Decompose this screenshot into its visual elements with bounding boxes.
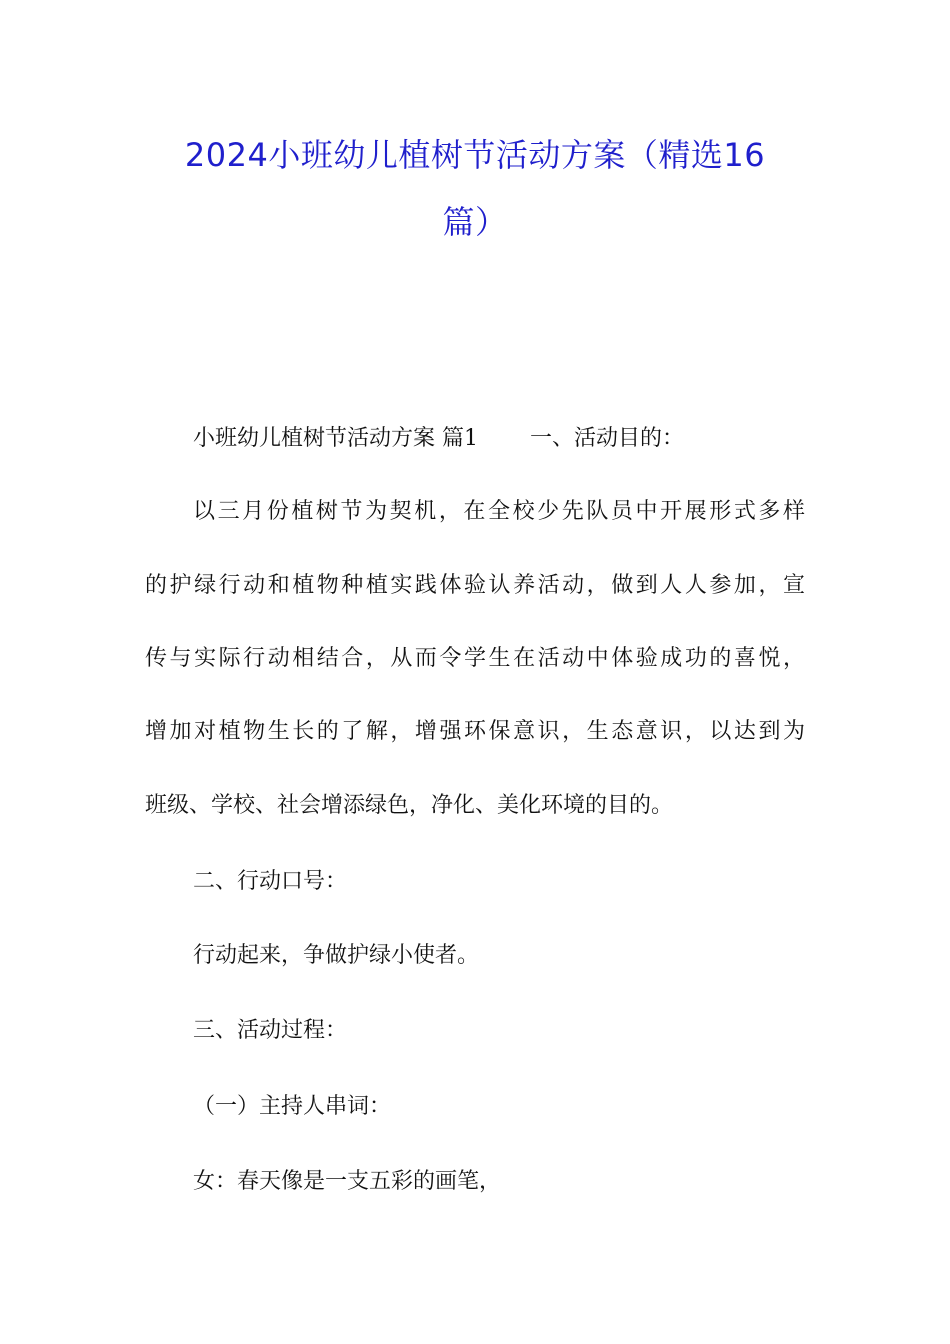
section-heading-line — [193, 428, 853, 450]
section-2-heading: 二、行动口号： — [193, 869, 348, 894]
purpose-line-4: 增加对植物生长的了解，增强环保意识，生态意识，以达到为 — [145, 719, 805, 744]
purpose-line-2: 的护绿行动和植物种植实践体验认养活动，做到人人参加，宣 — [145, 573, 805, 598]
plan-heading: 小班幼儿植树节活动方案 篇1 — [193, 426, 478, 451]
dialogue-line-1: 女：春天像是一支五彩的画笔， — [193, 1169, 502, 1194]
purpose-line-5: 班级、学校、社会增添绿色，净化、美化环境的目的。 — [145, 793, 674, 818]
slogan-text: 行动起来，争做护绿小使者。 — [193, 943, 480, 968]
subsection-1-heading: （一）主持人串词： — [193, 1094, 392, 1119]
section-3-heading: 三、活动过程： — [193, 1018, 348, 1043]
document-title-line-2: 篇） — [442, 203, 508, 241]
document-title-line-1: 2024小班幼儿植树节活动方案（精选16 — [184, 136, 766, 174]
purpose-line-1: 以三月份植树节为契机，在全校少先队员中开展形式多样 — [193, 499, 805, 524]
purpose-line-3: 传与实际行动相结合，从而令学生在活动中体验成功的喜悦， — [145, 646, 805, 671]
purpose-heading: 一、活动目的： — [530, 426, 685, 451]
